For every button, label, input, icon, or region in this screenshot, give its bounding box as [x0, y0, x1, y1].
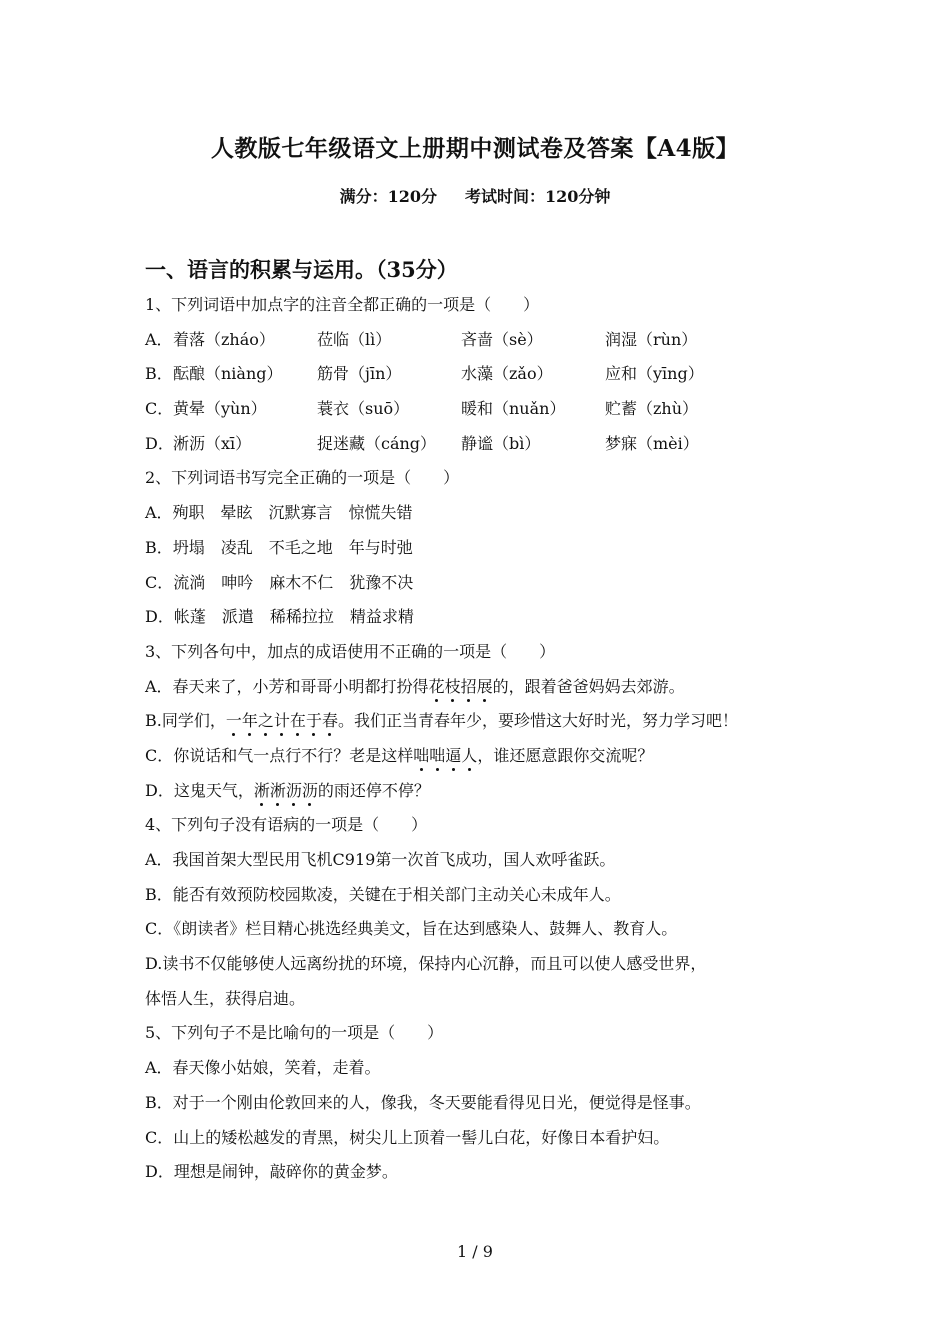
question-4-option-a: A．我国首架大型民用飞机C919第一次首飞成功，国人欢呼雀跃。: [145, 850, 616, 869]
dotted-char: 人: [461, 745, 478, 765]
exam-time: 考试时间：120分钟: [465, 187, 611, 206]
question-3-option-c: C．你说话和气一点行不行？老是这样咄咄逼人，谁还愿意跟你交流呢？: [145, 745, 654, 765]
dotted-char: 于: [305, 711, 322, 731]
dotted-char: 计: [273, 711, 290, 731]
question-3-option-d: D．这鬼天气，淅淅沥沥的雨还停不停？: [145, 780, 430, 800]
dotted-char: 淅: [269, 780, 286, 800]
question-5-option-b: B．对于一个刚由伦敦回来的人，像我，冬天要能看得见日光，便觉得是怪事。: [145, 1092, 701, 1112]
question-2-option-d: D．帐蓬 派遣 稀稀拉拉 精益求精: [145, 607, 414, 627]
section-heading: 一、语言的积累与运用。（35分）: [145, 257, 458, 282]
page-number: 1 / 9: [457, 1242, 493, 1261]
question-1-stem: 1、下列词语中加点字的注音全都正确的一项是（ ）: [145, 295, 540, 314]
question-3-stem: 3、下列各句中，加点的成语使用不正确的一项是（ ）: [145, 641, 556, 661]
dotted-char: 沥: [285, 780, 302, 800]
dotted-idiom: [254, 781, 318, 800]
question-5-option-d: D．理想是闹钟，敲碎你的黄金梦。: [145, 1162, 398, 1182]
question-5-stem: 5、下列句子不是比喻句的一项是（ ）: [145, 1023, 444, 1043]
exam-info: [0, 184, 950, 207]
dotted-idiom: [413, 746, 477, 765]
question-2-option-a: A．殉职 晕眩 沉默寡言 惊慌失错: [145, 503, 413, 523]
question-4-option-d: D.读书不仅能够使人远离纷扰的环境，保持内心沉静，而且可以使人感受世界，: [145, 954, 707, 974]
dotted-char: 枝: [444, 676, 461, 696]
dotted-char: 咄: [413, 745, 430, 765]
question-5-option-a: A．春天像小姑娘，笑着，走着。: [145, 1058, 381, 1078]
dotted-char: 沥: [301, 780, 318, 800]
question-2-stem: 2、下列词语书写完全正确的一项是（ ）: [145, 468, 460, 488]
dotted-char: 一: [225, 711, 242, 731]
dotted-char: 展: [476, 676, 493, 696]
question-2-option-c: C．流淌 呻吟 麻木不仁 犹豫不决: [145, 572, 414, 592]
dotted-char: 花: [428, 676, 445, 696]
question-4-option-c: C．《朗读者》栏目精心挑选经典美文，旨在达到感染人、鼓舞人、教育人。: [145, 919, 678, 939]
question-4-stem: 4、下列句子没有语病的一项是（ ）: [145, 815, 428, 835]
questions: [145, 288, 825, 1190]
question-3-option-a: A．春天来了，小芳和哥哥小明都打扮得花枝招展的，跟着爸爸妈妈去郊游。: [145, 676, 685, 696]
question-3-option-b: B.同学们，一年之计在于春。我们正当青春年少，要珍惜这大好时光，努力学习吧！: [145, 711, 738, 731]
dotted-char: 淅: [253, 780, 270, 800]
question-4-option-b: B．能否有效预防校园欺凌，关键在于相关部门主动关心未成年人。: [145, 884, 621, 904]
dotted-char: 咄: [429, 745, 446, 765]
dotted-char: 逼: [445, 745, 462, 765]
question-1-option-c: C． 黄晕（yùn） 蓑衣（suō） 暖和（nuǎn） 贮蓄（zhù）: [145, 399, 699, 419]
question-1-option-b: B． 酝酿（niàng） 筋骨（jīn） 水藻（zǎo） 应和（yīng）: [145, 364, 704, 384]
dotted-idiom: [226, 711, 338, 730]
dotted-char: 招: [460, 676, 477, 696]
question-5-option-c: C．山上的矮松越发的青黑，树尖儿上顶着一髻儿白花，好像日本看护妇。: [145, 1127, 670, 1147]
dotted-char: 在: [289, 711, 306, 731]
dotted-char: 春: [321, 711, 338, 731]
dotted-char: 年: [241, 711, 258, 731]
page-title: 人教版七年级语文上册期中测试卷及答案【A4版】: [210, 135, 740, 162]
question-4-option-d-cont: 体悟人生，获得启迪。: [145, 988, 306, 1008]
dotted-char: 之: [257, 711, 274, 731]
question-1-option-a: A． 着落（zháo） 莅临（lì） 吝啬（sè） 润湿（rùn）: [145, 329, 698, 349]
question-2-option-b: B．坍塌 凌乱 不毛之地 年与时弛: [145, 537, 413, 557]
full-score: 满分：120分: [339, 187, 437, 206]
question-1-option-d: D． 淅沥（xī） 捉迷藏（cáng） 静谧（bì） 梦寐（mèi）: [145, 433, 699, 453]
dotted-idiom: [429, 677, 493, 696]
